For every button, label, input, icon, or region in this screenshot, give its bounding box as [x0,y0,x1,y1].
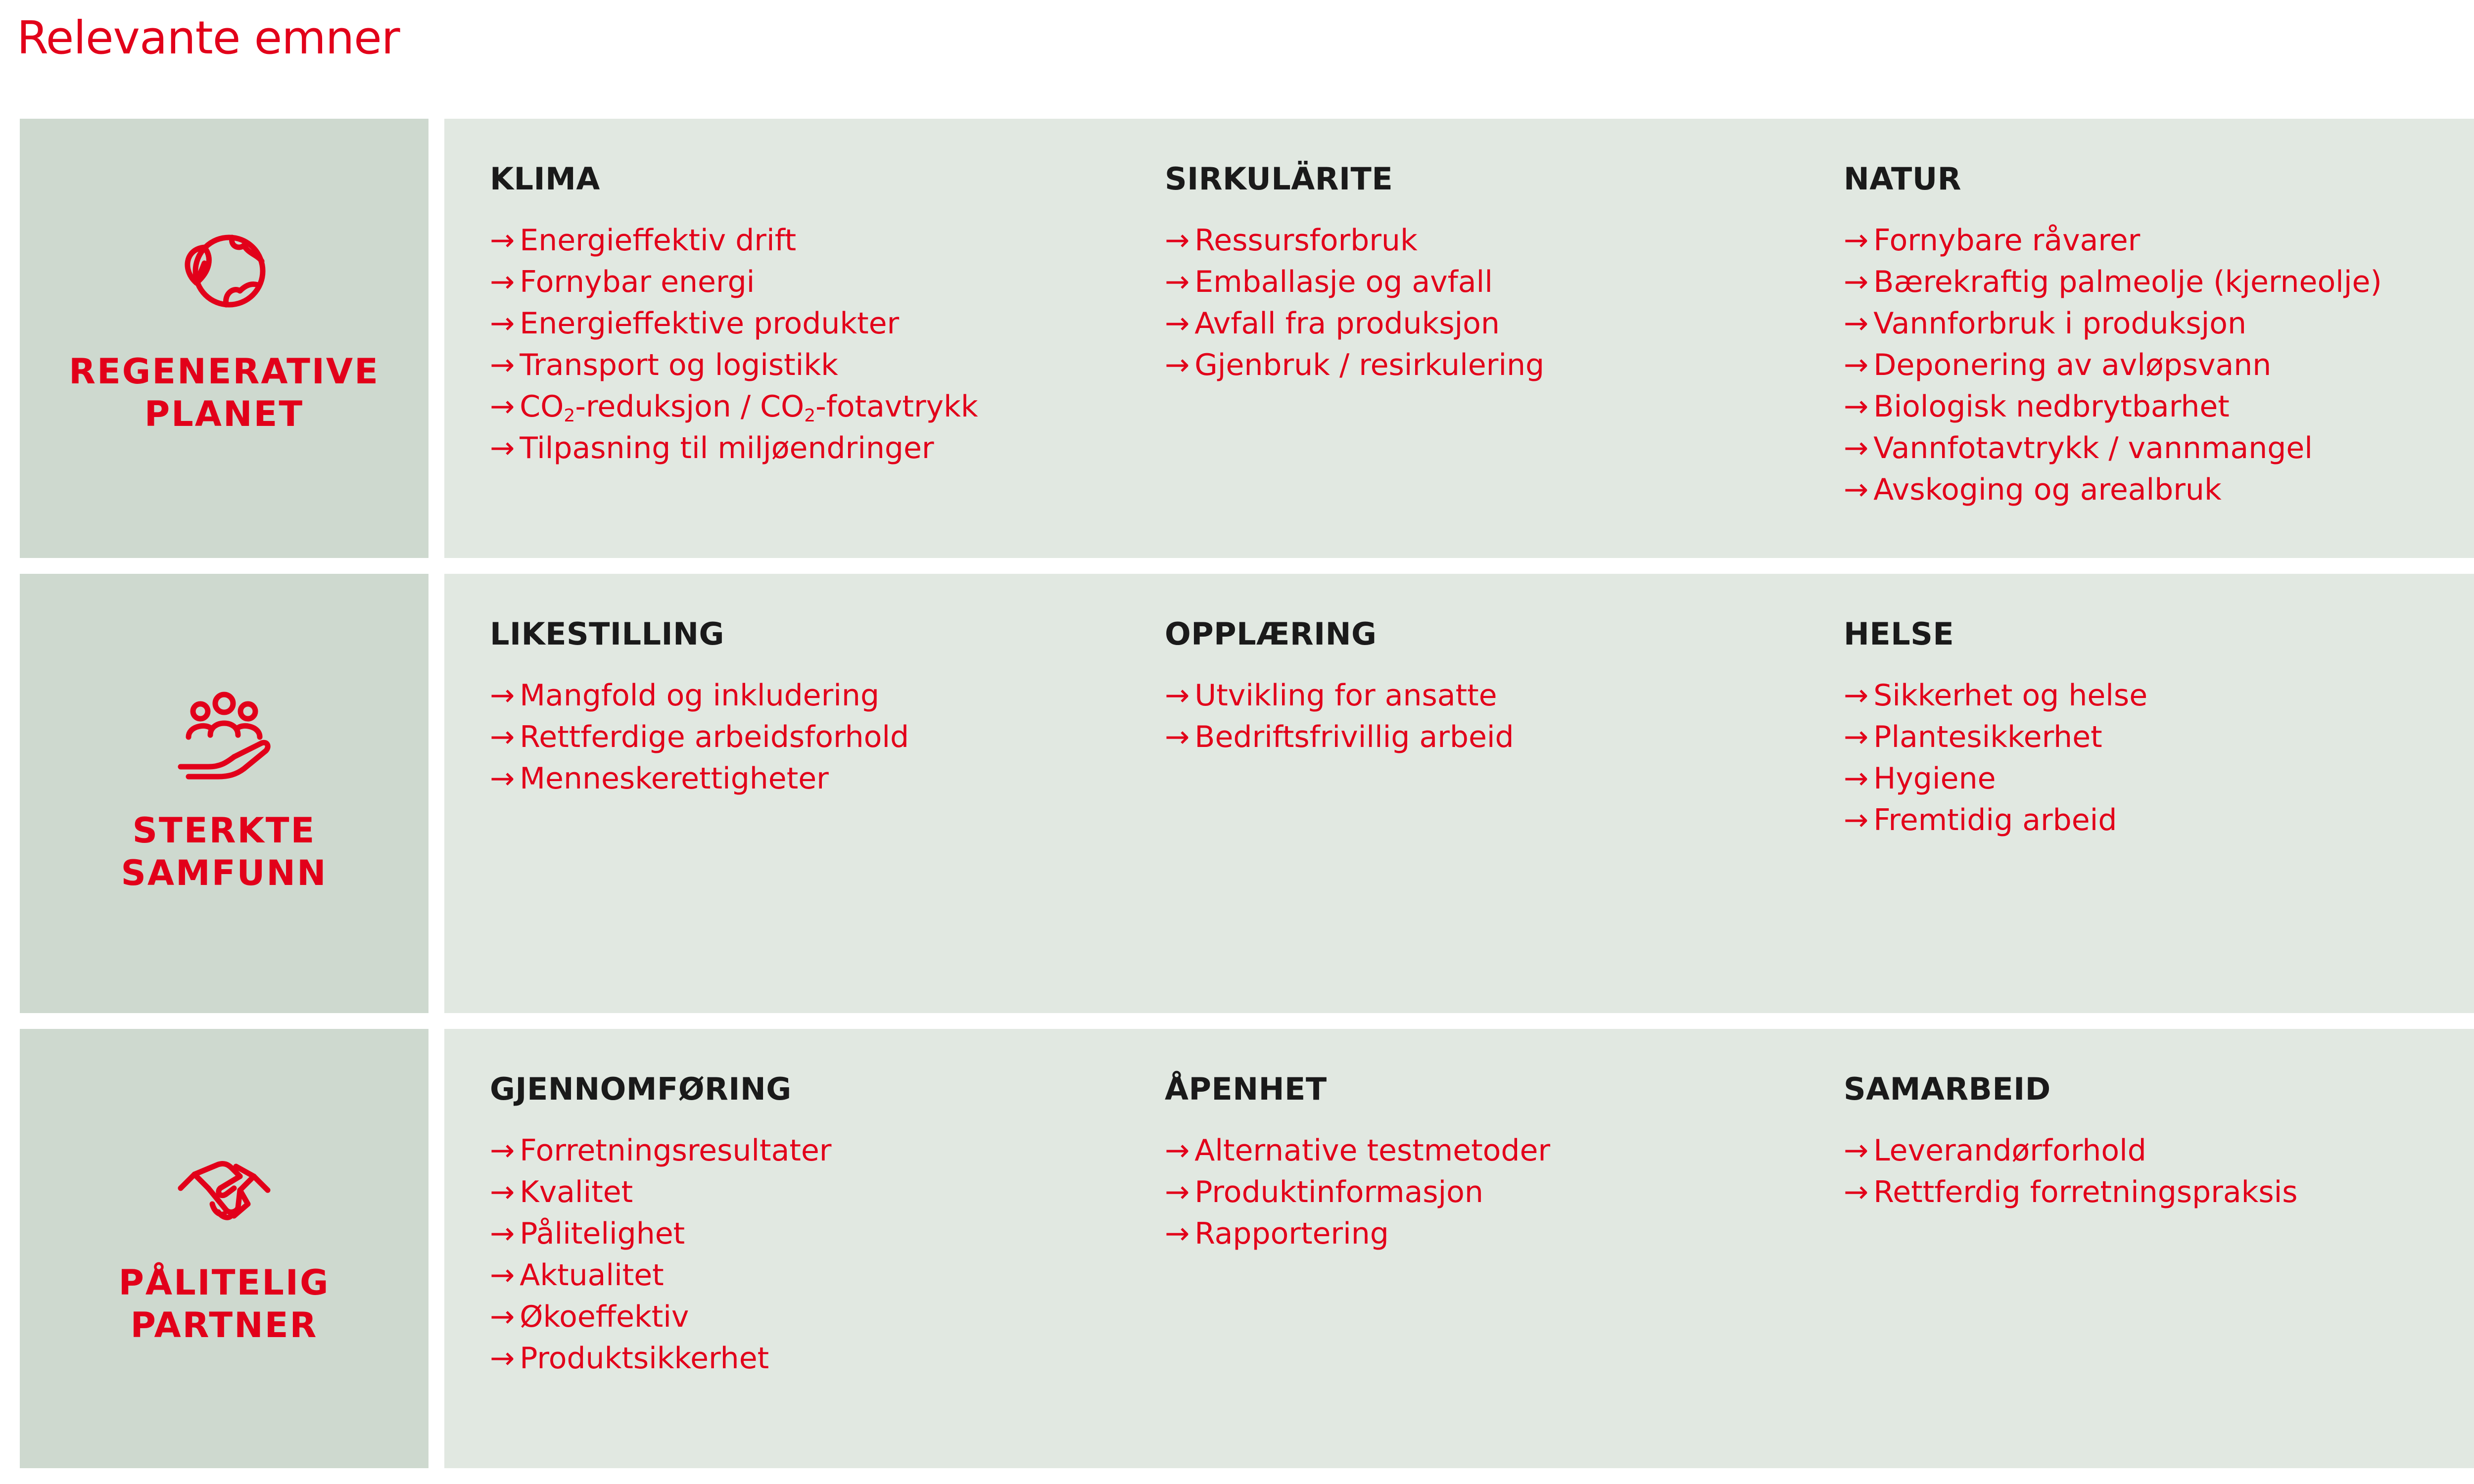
topic-item: → Leverandørforhold [1844,1130,2298,1171]
arrow-right-icon: → [1844,1133,1869,1168]
topic-list [1165,675,1514,758]
arrow-right-icon: → [490,678,515,713]
pillar-row-regenerative-planet [20,119,2474,558]
arrow-right-icon: → [490,1299,515,1334]
arrow-right-icon: → [490,431,515,465]
pillar-label-line-2: PARTNER [130,1305,318,1345]
arrow-right-icon: → [1844,1175,1869,1209]
arrow-right-icon: → [490,1258,515,1293]
topic-item: → Menneskerettigheter [490,758,909,799]
topic-item: → Deponering av avløpsvann [1844,344,2382,386]
topic-list [1165,220,1544,386]
topic-heading: HELSE [1844,616,1954,652]
arrow-right-icon: → [1844,472,1869,507]
arrow-right-icon: → [1844,678,1869,713]
pillar-row-palitelig-partner [20,1029,2474,1468]
topic-item: → Energieffektive produkter [490,303,978,344]
pillar-label [20,1261,428,1346]
topic-list [490,675,909,799]
topic-item: → Produktinformasjon [1165,1171,1550,1213]
topic-column [1165,613,1514,758]
topic-list [1165,1130,1550,1254]
globe-leaf-icon [175,218,274,317]
topic-item: → Utvikling for ansatte [1165,675,1514,716]
arrow-right-icon: → [1844,389,1869,424]
pillar-label-line-2: SAMFUNN [121,853,328,893]
arrow-right-icon: → [1844,348,1869,382]
topic-item: → Mangfold og inkludering [490,675,909,716]
topic-item: → Fremtidig arbeid [1844,799,2147,841]
topic-column [1844,158,2382,510]
arrow-right-icon: → [1844,223,1869,258]
pillar-label [20,809,428,894]
pillar-card [20,1029,428,1468]
topics-panel [444,119,2474,558]
topic-item: → Rettferdig forretningspraksis [1844,1171,2298,1213]
topic-item: → Rettferdige arbeidsforhold [490,716,909,758]
arrow-right-icon: → [490,265,515,299]
topic-item: → Avskoging og arealbruk [1844,469,2382,510]
topic-item: → Hygiene [1844,758,2147,799]
pillar-row-sterkte-samfunn [20,574,2474,1013]
arrow-right-icon: → [490,223,515,258]
topic-item: → Ressursforbruk [1165,220,1544,261]
topic-item: → Fornybare råvarer [1844,220,2382,261]
topic-item: → Emballasje og avfall [1165,261,1544,303]
arrow-right-icon: → [490,1341,515,1376]
topic-list [490,220,978,469]
arrow-right-icon: → [1844,720,1869,754]
arrow-right-icon: → [490,1175,515,1209]
pillar-label-line-1: PÅLITELIG [118,1262,330,1303]
arrow-right-icon: → [1844,431,1869,465]
topics-panel [444,574,2474,1013]
topic-item: → Kvalitet [490,1171,831,1213]
arrow-right-icon: → [490,348,515,382]
topic-column [1165,1068,1550,1254]
topic-heading: SAMARBEID [1844,1071,2051,1107]
topic-item: → Tilpasning til miljøendringer [490,427,978,469]
arrow-right-icon: → [1165,1175,1190,1209]
topic-heading: SIRKULÄRITE [1165,161,1393,197]
arrow-right-icon: → [490,306,515,341]
topic-item: → Transport og logistikk [490,344,978,386]
pillar-card [20,574,428,1013]
topic-item: → Vannfotavtrykk / vannmangel [1844,427,2382,469]
topic-list [1844,1130,2298,1213]
pillar-label [20,350,428,435]
arrow-right-icon: → [1844,306,1869,341]
topic-item: → Forretningsresultater [490,1130,831,1171]
pillar-label-line-2: PLANET [144,394,304,434]
topics-panel [444,1029,2474,1468]
topic-item: → Avfall fra produksjon [1165,303,1544,344]
topic-item: → Rapportering [1165,1213,1550,1254]
arrow-right-icon: → [1165,306,1190,341]
arrow-right-icon: → [1165,223,1190,258]
topic-item: → Sikkerhet og helse [1844,675,2147,716]
topic-item: → Alternative testmetoder [1165,1130,1550,1171]
topic-column [490,613,909,799]
arrow-right-icon: → [490,1133,515,1168]
topic-list [1844,675,2147,841]
pillar-label-line-1: STERKTE [132,810,316,851]
topic-heading: LIKESTILLING [490,616,724,652]
arrow-right-icon: → [490,389,515,424]
pillar-card [20,119,428,558]
topic-item: → Pålitelighet [490,1213,831,1254]
topic-item: → Bedriftsfrivillig arbeid [1165,716,1514,758]
topic-item: → Gjenbruk / resirkulering [1165,344,1544,386]
topic-item [490,386,978,427]
topic-item: → Vannforbruk i produksjon [1844,303,2382,344]
topic-list [1844,220,2382,510]
topic-item: → Produktsikkerhet [490,1338,831,1379]
arrow-right-icon: → [1165,265,1190,299]
arrow-right-icon: → [1844,265,1869,299]
arrow-right-icon: → [490,1216,515,1251]
topic-column [1844,1068,2298,1213]
co2-text: $CO_2$-reduksjon / $CO_2$-fotavtrykk [520,389,978,426]
arrow-right-icon: → [1844,803,1869,837]
topic-column [1165,158,1544,386]
topic-column [1844,613,2147,841]
topic-item: → Biologisk nedbrytbarhet [1844,386,2382,427]
arrow-right-icon: → [1844,761,1869,796]
arrow-right-icon: → [490,720,515,754]
topic-heading: GJENNOMFØRING [490,1071,792,1107]
topic-column [490,158,978,469]
topic-column [490,1068,831,1379]
pillar-label-line-1: REGENERATIVE [69,351,380,392]
arrow-right-icon: → [1165,678,1190,713]
handshake-icon [175,1143,274,1242]
topic-item: → Fornybar energi [490,261,978,303]
topic-item: → Plantesikkerhet [1844,716,2147,758]
topic-list [490,1130,831,1379]
topic-item: → Energieffektiv drift [490,220,978,261]
arrow-right-icon: → [1165,1133,1190,1168]
topic-item: → Aktualitet [490,1254,831,1296]
arrow-right-icon: → [1165,720,1190,754]
topic-heading: OPPLÆRING [1165,616,1377,652]
page-title: Relevante emner [17,11,400,64]
topic-heading: NATUR [1844,161,1961,197]
topic-heading: ÅPENHET [1165,1071,1327,1107]
arrow-right-icon: → [1165,1216,1190,1251]
topic-item: → Økoeffektiv [490,1296,831,1338]
topic-item: → Bærekraftig palmeolje (kjerneolje) [1844,261,2382,303]
arrow-right-icon: → [1165,348,1190,382]
topic-heading: KLIMA [490,161,600,197]
people-hand-icon [175,686,274,785]
arrow-right-icon: → [490,761,515,796]
